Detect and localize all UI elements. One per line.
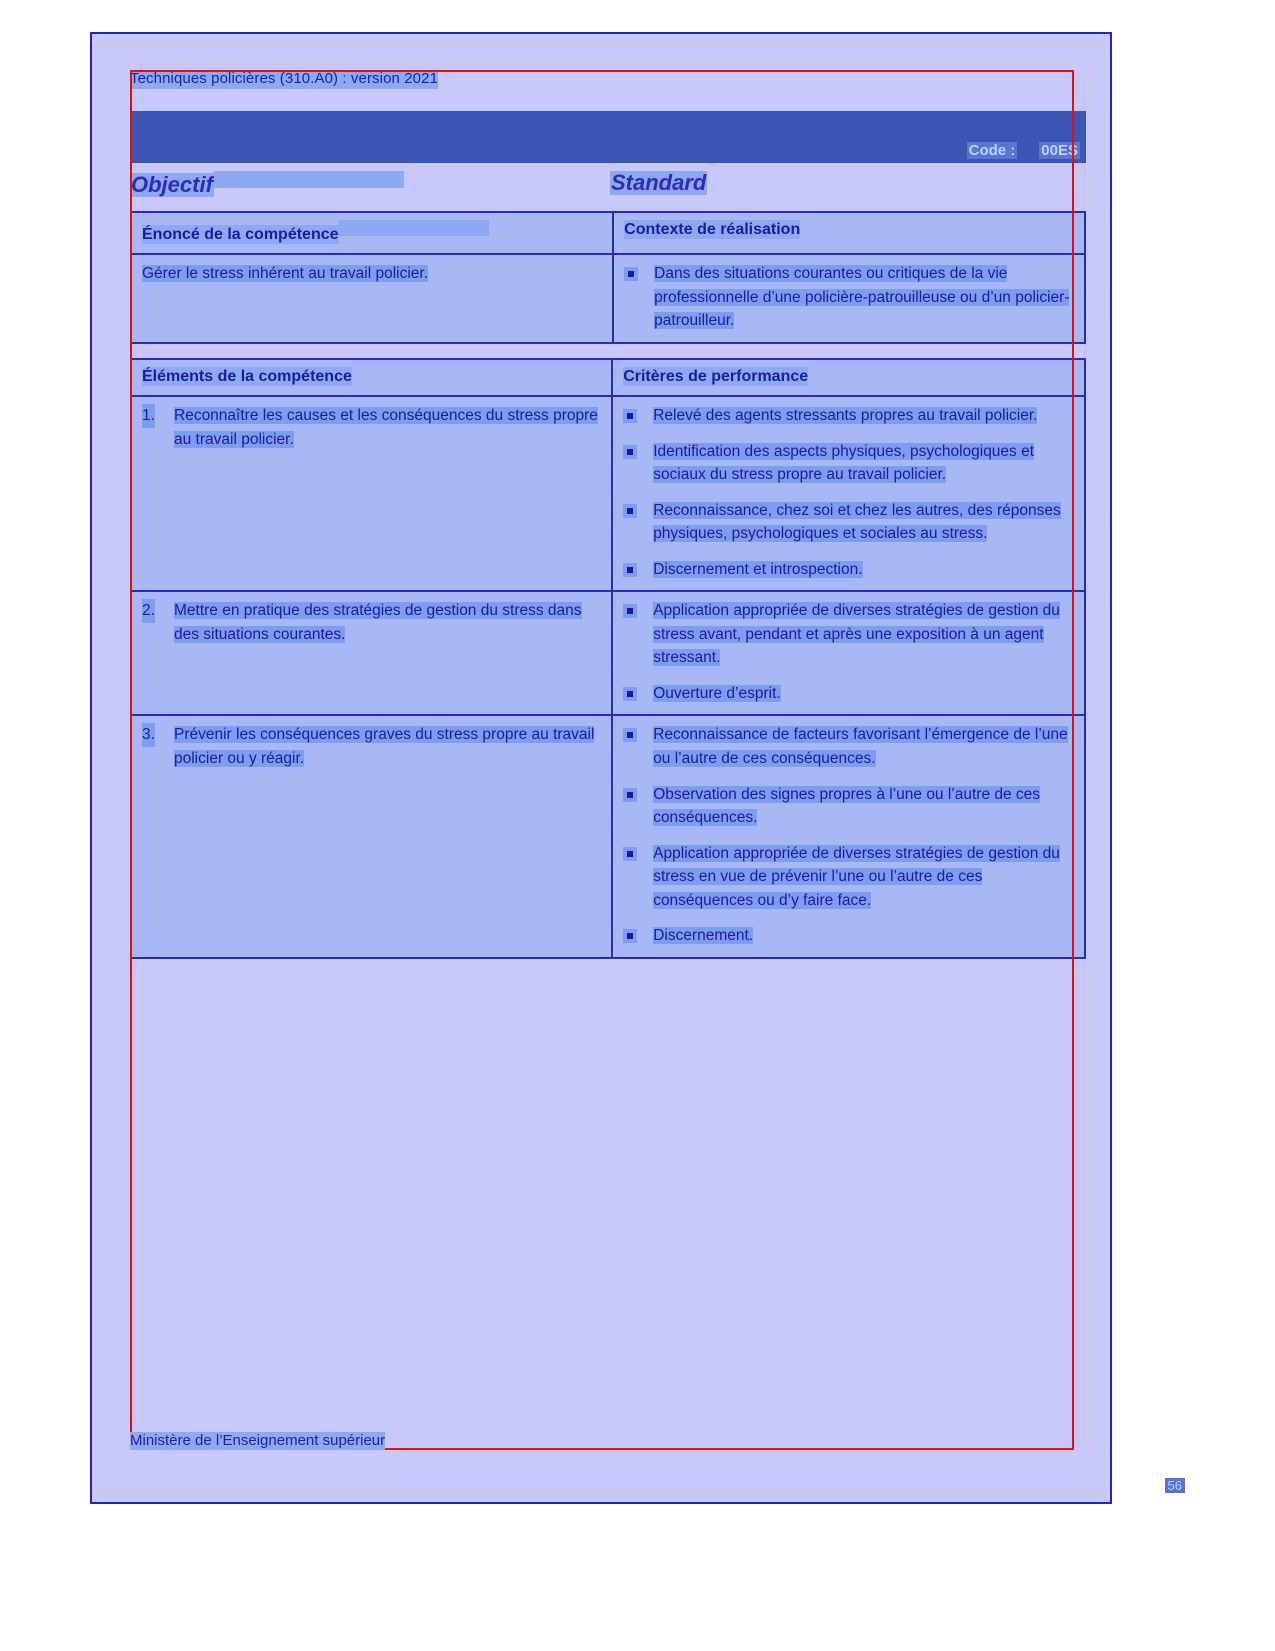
criteria-header-cell: [612, 359, 1085, 396]
list-item: [142, 723, 601, 770]
criteria-item-text: Identification des aspects physiques, psychologiques et sociaux du stress propre au travail policier.: [653, 442, 1035, 484]
table-row: [131, 396, 1085, 591]
criteria-header: Critères de performance: [623, 367, 809, 385]
statement-header-cell: [131, 212, 613, 254]
element-cell: [131, 591, 612, 715]
list-item: [623, 440, 1074, 487]
context-header: Contexte de réalisation: [624, 220, 801, 238]
objective-standard-row: [130, 171, 1086, 197]
objective-rule: [214, 171, 404, 188]
context-item-text: Dans des situations courantes ou critiques de la vie professionnelle d’une policière-patrouilleuse ou d’un policier-patrouilleur.: [654, 265, 1070, 330]
bullet-icon: [627, 567, 633, 573]
statement-header: Énoncé de la compétence: [142, 225, 339, 243]
code-value: 00ES: [1041, 141, 1078, 159]
list-item: [623, 599, 1074, 670]
element-list: [142, 723, 601, 770]
criteria-item-text: Discernement et introspection.: [653, 560, 863, 578]
list-item: [142, 404, 601, 451]
table-header-row: [131, 212, 1085, 254]
criteria-item-text: Ouverture d’esprit.: [653, 684, 781, 702]
elements-header-cell: [131, 359, 612, 396]
code-wrapper: [967, 142, 1080, 159]
criteria-item-text: Observation des signes propres à l’une ou l’autre de ces conséquences.: [653, 785, 1041, 827]
statement-cell: [131, 254, 613, 343]
bullet-icon: [627, 508, 633, 514]
element-text: Prévenir les conséquences graves du stress propre au travail policier ou y réagir.: [174, 726, 595, 767]
bullet-icon: [627, 732, 633, 738]
bullet-icon: [627, 449, 633, 455]
context-header-cell: [613, 212, 1085, 254]
criteria-item-text: Reconnaissance, chez soi et chez les autres, des réponses physiques, psychologiques et sociales au stress.: [653, 501, 1061, 543]
document-content: [130, 70, 1086, 959]
code-band: [130, 111, 1086, 163]
table-row: [131, 715, 1085, 957]
page-number: 56: [1165, 1478, 1185, 1493]
criteria-item-text: Discernement.: [653, 927, 754, 945]
element-number: 1.: [142, 404, 155, 428]
page-footer: [130, 1432, 1086, 1450]
criteria-cell: [612, 715, 1085, 957]
objective-column: [130, 171, 610, 197]
list-item: [623, 723, 1074, 770]
criteria-cell: [612, 591, 1085, 715]
list-item: [623, 558, 1074, 582]
criteria-list: [623, 599, 1074, 705]
standard-title: Standard: [611, 169, 707, 195]
criteria-list: [623, 723, 1074, 947]
statement-context-table: [130, 211, 1086, 344]
element-text: Mettre en pratique des stratégies de gestion du stress dans des situations courantes.: [174, 602, 582, 643]
bullet-icon: [628, 271, 634, 277]
list-item: [623, 682, 1074, 706]
element-list: [142, 404, 601, 451]
list-item: [623, 924, 1074, 948]
elements-criteria-table: [130, 358, 1086, 959]
statement-text-block: [142, 262, 602, 286]
bullet-icon: [627, 608, 633, 614]
table-header-row: [131, 359, 1085, 396]
criteria-item-text: Application appropriée de diverses stratégies de gestion du stress avant, pendant et après une exposition à un agent stressant.: [653, 602, 1060, 667]
list-item: [623, 404, 1074, 428]
bullet-icon: [627, 851, 633, 857]
bullet-icon: [627, 792, 633, 798]
document-header-line: [130, 70, 1086, 89]
element-number: 3.: [142, 723, 155, 747]
criteria-item-text: Application appropriée de diverses stratégies de gestion du stress en vue de prévenir l’une ou l’autre de ces conséquences ou d’y faire face.: [653, 844, 1060, 909]
program-version-label: Techniques policières (310.A0) : version 2021: [130, 70, 439, 87]
element-text: Reconnaître les causes et les conséquences du stress propre au travail policier.: [174, 406, 598, 448]
standard-column: [610, 171, 1080, 195]
footer-source: Ministère de l’Enseignement supérieur: [130, 1432, 386, 1449]
element-list: [142, 599, 601, 646]
bullet-icon: [627, 413, 633, 419]
code-label: Code :: [968, 141, 1016, 159]
list-item: [623, 842, 1074, 913]
bullet-icon: [627, 691, 633, 697]
element-number: 2.: [142, 599, 155, 623]
context-cell: [613, 254, 1085, 343]
criteria-item-text: Reconnaissance de facteurs favorisant l’émergence de l’une ou l’autre de ces conséquences.: [653, 726, 1068, 767]
list-item: [142, 599, 601, 646]
list-item: [623, 499, 1074, 546]
elements-header: Éléments de la compétence: [142, 367, 352, 385]
objective-title: Objectif: [131, 171, 213, 197]
list-item: [624, 262, 1074, 333]
table-row: [131, 254, 1085, 343]
element-cell: [131, 715, 612, 957]
table-row: [131, 591, 1085, 715]
criteria-cell: [612, 396, 1085, 591]
context-list: [624, 262, 1074, 333]
statement-text: Gérer le stress inhérent au travail policier.: [142, 265, 429, 283]
element-cell: [131, 396, 612, 591]
bullet-icon: [627, 933, 633, 939]
criteria-item-text: Relevé des agents stressants propres au travail policier.: [653, 406, 1038, 424]
criteria-list: [623, 404, 1074, 581]
list-item: [623, 783, 1074, 830]
statement-header-rule: [339, 220, 489, 236]
